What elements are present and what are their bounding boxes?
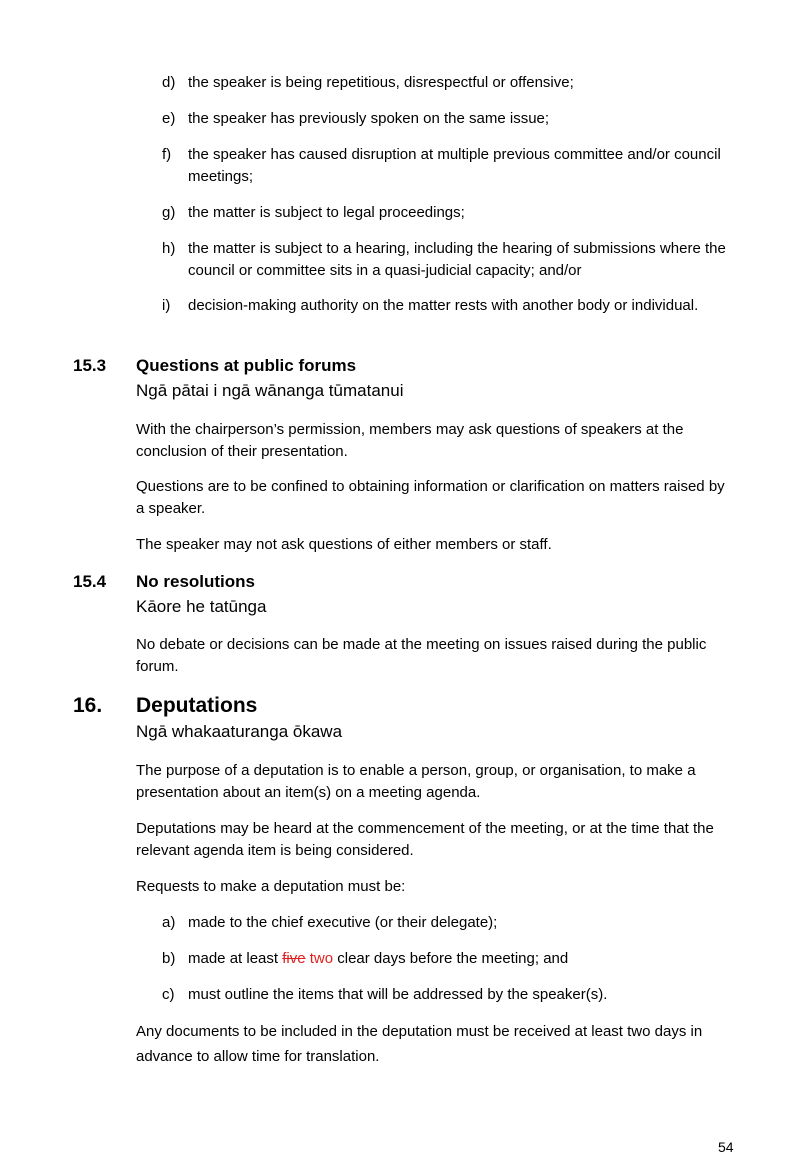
paragraph: With the chairperson’s permission, members may ask questions of speakers at the conclusion of their presentation. [136, 421, 684, 460]
section-subtitle: Kāore he tatūnga [136, 597, 267, 616]
section-title: Questions at public forums [136, 356, 357, 375]
list-marker: b) [162, 950, 176, 967]
closing-paragraph: Any documents to be included in the deputation must be received at least two days in advance to allow time for translation. [136, 1023, 703, 1065]
section-subtitle: Ngā pātai i ngā wānanga tūmatanui [136, 381, 404, 400]
paragraph: No debate or decisions can be made at the meeting on issues raised during the public forum. [136, 636, 707, 675]
list-text: made to the chief executive (or their delegate); [188, 914, 498, 931]
section-title: Deputations [136, 694, 258, 717]
list-text: the speaker has previously spoken on the same issue; [188, 110, 550, 127]
list-text: must outline the items that will be addressed by the speaker(s). [188, 986, 608, 1003]
tracked-insertion: two [309, 950, 334, 967]
section-number: 16. [73, 694, 103, 717]
list-marker: a) [162, 914, 176, 931]
list-text: the matter is subject to a hearing, including the hearing of submissions where the council or committee sits in a quasi-judicial capacity; and/or [188, 240, 726, 279]
list-text: the speaker is being repetitious, disrespectful or offensive; [188, 74, 574, 91]
list-text-after: clear days before the meeting; and [333, 950, 569, 967]
paragraph: Questions are to be confined to obtaining information or clarification on matters raised by a speaker. [136, 478, 725, 517]
list-marker: h) [162, 240, 176, 257]
section-number: 15.3 [73, 356, 107, 375]
page-number: 54 [718, 1139, 734, 1155]
list-marker: c) [162, 986, 175, 1003]
section-subtitle: Ngā whakaaturanga ōkawa [136, 722, 343, 741]
tracked-deletion: five [282, 950, 306, 967]
section-title: No resolutions [136, 572, 256, 591]
list-text: decision-making authority on the matter rests with another body or individual. [188, 297, 699, 314]
list-text [188, 948, 748, 970]
list-text: the speaker has caused disruption at multiple previous committee and/or council meetings; [188, 146, 721, 185]
list-marker: g) [162, 204, 176, 221]
list-text: the matter is subject to legal proceedings; [188, 204, 465, 221]
paragraph: The speaker may not ask questions of either members or staff. [136, 536, 552, 553]
list-marker: d) [162, 74, 176, 91]
list-marker: e) [162, 110, 176, 127]
paragraph: Requests to make a deputation must be: [136, 878, 406, 895]
list-marker: f) [162, 146, 172, 163]
section-number: 15.4 [73, 572, 107, 591]
paragraph: The purpose of a deputation is to enable a person, group, or organisation, to make a presentation about an item(s) on a meeting agenda. [136, 762, 696, 801]
list-marker: i) [162, 297, 171, 314]
paragraph: Deputations may be heard at the commencement of the meeting, or at the time that the relevant agenda item is being considered. [136, 820, 714, 859]
list-text-before: made at least [188, 950, 283, 967]
